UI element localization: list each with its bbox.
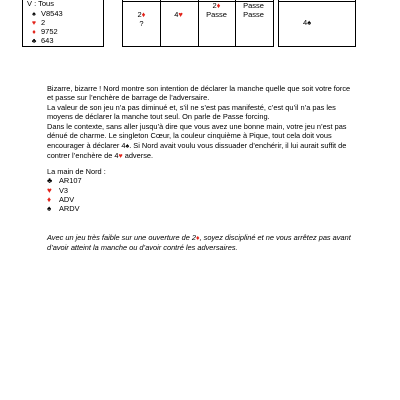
hand-cards: V8543 [41,9,63,18]
hand-cards: ARDV [59,204,80,214]
nord-hand-row [47,186,106,195]
hand-cards: AR107 [59,176,82,186]
answer-bid [303,18,311,27]
paragraph-text [47,233,357,253]
spade-icon: ♠ [47,204,52,214]
text-run: adverse. [122,150,154,160]
hand-cards: 9752 [41,27,58,36]
diamond-icon: ♦ [47,194,52,204]
bid-sud [123,10,160,19]
answer-box [278,0,356,47]
bid-ouest [160,10,197,19]
hand-row-clubs [27,36,54,46]
text-run: , soyez discipliné et ne vous arrêtez pas avant d’avoir atteint la manche ou d’avoir contré les adversaires. [47,233,351,253]
diamond-icon: ♦ [216,1,221,10]
paragraph-text [47,122,357,161]
paragraph-text: Bizarre, bizarre ! Nord montre son intention de déclarer la manche quelle que soit votre force et passe sur l’enchère de barrage de l’adversaire. [47,84,351,103]
hand-diagram-box [22,0,104,47]
heart-icon: ♥ [31,20,37,27]
nord-hand-row [47,204,106,213]
heart-icon: ♥ [178,10,183,19]
text-run: Avec un jeu très faible sur une ouverture de 2 [47,233,196,242]
club-icon: ♣ [31,38,37,45]
table-divider [279,1,355,2]
diamond-icon: ♦ [32,29,36,36]
bidding-table [122,0,274,47]
diamond-icon: ♦ [141,10,146,19]
bid-sud-query: ? [139,19,144,28]
heart-icon: ♥ [118,152,123,160]
paragraph-intro [47,84,357,103]
spade-icon: ♠ [307,18,312,27]
bid-est-1: Passe [243,1,264,10]
bid-nord-1 [198,1,235,10]
conclusion-paragraph [47,233,357,253]
paragraph-advice [47,122,357,161]
diamond-icon: ♦ [196,235,200,242]
bidding-header-sud [123,0,160,1]
bidding-header-ouest [160,0,197,1]
bid-level: 2 [137,10,142,19]
hand-cards: ADV [59,194,75,204]
club-icon: ♣ [47,176,53,186]
vulnerability-label: V : Tous [27,0,54,8]
paragraph-text: La valeur de son jeu n’a pas diminué et, s’il ne s’est pas manifesté, c’est qu’il n’a pas les moyens de déclarer la manche tout seul. On parle de Passe forcing. [47,103,336,122]
bid-level: 4 [303,18,308,27]
bid-est-2: Passe [243,10,264,19]
hand-cards: V3 [59,185,69,195]
hand-cards: 643 [41,36,54,45]
paragraph-explanation [47,103,357,122]
bid-level: 4 [174,10,179,19]
spade-icon: ♠ [125,142,130,150]
text-run: . Si Nord avait voulu vous dissuader d’enchérir, il lui aurait suffit de contrer l’enchère de 4 [47,140,347,160]
nord-hand-row [47,195,106,204]
spade-icon: ♠ [32,11,36,18]
text-run: Dans le contexte, sans aller jusqu’à dire que vous avez une bonne main, votre jeu n’est pas dénué de charme. Le singleton Cœur, la couleur cinquième à Pique, tout cela doit vous encourager à déclarer 4 [47,122,347,150]
bid-level: 2 [212,1,217,10]
bid-nord-2: Passe [206,10,227,19]
hand-cards: 2 [41,18,46,27]
nord-hand-row [47,176,106,185]
heart-icon: ♥ [47,185,52,195]
table-divider [160,0,161,46]
nord-hand [47,167,106,213]
nord-hand-title: La main de Nord : [47,167,106,176]
